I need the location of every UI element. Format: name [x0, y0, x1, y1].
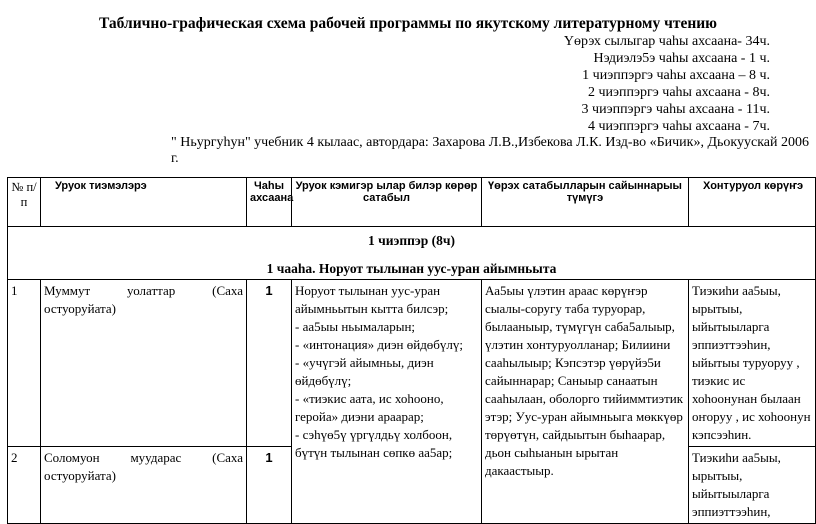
- col-hours: Чаһы ахсаана: [247, 178, 292, 227]
- skills-cell: [292, 280, 482, 524]
- col-control: Хонтуруол көрүҥэ: [689, 178, 816, 227]
- hours-year: Үөрэх сылыгар чаһы ахсаана- 34ч.: [563, 34, 770, 49]
- skill-item: - сэһүө5ү үргүлдьү холбоон, бүтүн тылынан сөпкө аа5ар;: [295, 427, 453, 460]
- row-number: 1: [8, 280, 41, 447]
- skill-item: Норуот тылынан уус-уран айымньытын кытта билсэр;: [295, 283, 449, 316]
- skill-item: - аа5ыы ньымаларын;: [295, 319, 416, 334]
- row-hours: 1: [247, 447, 292, 524]
- results-cell: Аа5ыы үлэтин араас көрүҥэр сыалы-соругу таба туруорар, былааныыр, түмүгүн саба5алыыр, үлэтин хонтуруолланар; Билиини сааһылыыр; Кэпсэтэр үөрүйэ5и сайыннарар; Саныыр санаатын сааһылаан, оболорго тийиммтиэтик этэр; Уус-уран айымньыга мөккүөр төрүөтүн, сайдыытын быһаарар, дьон сыһыанын ырытан дакаастыыр.: [482, 280, 689, 524]
- table-row: [8, 280, 816, 447]
- hours-q1: 1 чиэппэргэ чаһы ахсаана – 8 ч.: [582, 68, 770, 83]
- hours-q4: 4 чиэппэргэ чаһы ахсаана - 7ч.: [588, 119, 770, 134]
- program-table: [7, 177, 816, 524]
- row-number: 2: [8, 447, 41, 524]
- col-results: Үөрэх сатабылларын сайыннарыы түмүгэ: [482, 178, 689, 227]
- row-topic: Соломуон муударас (Саха остуоруйата): [41, 447, 247, 524]
- skill-item: - «тиэкис аата, ис хоһооно, геройа» диэни араарар;: [295, 391, 444, 424]
- row-topic: Муммут уолаттар (Саха остуоруйата): [41, 280, 247, 447]
- textbook-reference: " Ньургуһун" учебник 4 кылаас, автордара: Захарова Л.В.,Избекова Л.К. Изд-во «Бичик», Дьокуускай 2006 г.: [171, 135, 810, 166]
- page-title: Таблично-графическая схема рабочей программы по якутскому литературному чтению: [98, 15, 718, 32]
- quarter-label: 1 чиэппэр (8ч): [368, 233, 455, 248]
- col-number: № п/п: [8, 178, 41, 227]
- row-control: Тиэкиһи аа5ыы, ырытыы, ыйытыыларга эппиэттээһин,: [689, 447, 816, 524]
- hours-q3: 3 чиэппэргэ чаһы ахсаана - 11ч.: [581, 102, 770, 117]
- skill-item: - «учүгэй айымньы, диэн өйдөбүлү;: [295, 355, 434, 388]
- section-label: 1 чааһа. Норуот тылынан уус-уран айымньыта: [266, 261, 557, 276]
- skill-item: - «интонация» диэн өйдөбүлү;: [295, 337, 464, 352]
- table-header-row: [8, 178, 816, 227]
- row-hours: 1: [247, 280, 292, 447]
- col-skills: Уруок кэмигэр ылар билэр көрөр сатабыл: [292, 178, 482, 227]
- hours-q2: 2 чиэппэргэ чаһы ахсаана - 8ч.: [588, 85, 770, 100]
- col-topic: Уруок тиэмэлэрэ: [41, 178, 247, 227]
- hours-week: Нэдиэлэ5э чаһы ахсаана - 1 ч.: [593, 51, 770, 66]
- row-control: Тиэкиһи аа5ыы, ырытыы, ыйытыыларга эппиэттээһин, ыйытыы туруоруу , тиэкис ис хоһоонунан былаан оҥоруу , ис хоһоонун кэпсээһин.: [689, 280, 816, 447]
- quarter-row: [8, 227, 816, 280]
- hours-summary: [564, 33, 770, 135]
